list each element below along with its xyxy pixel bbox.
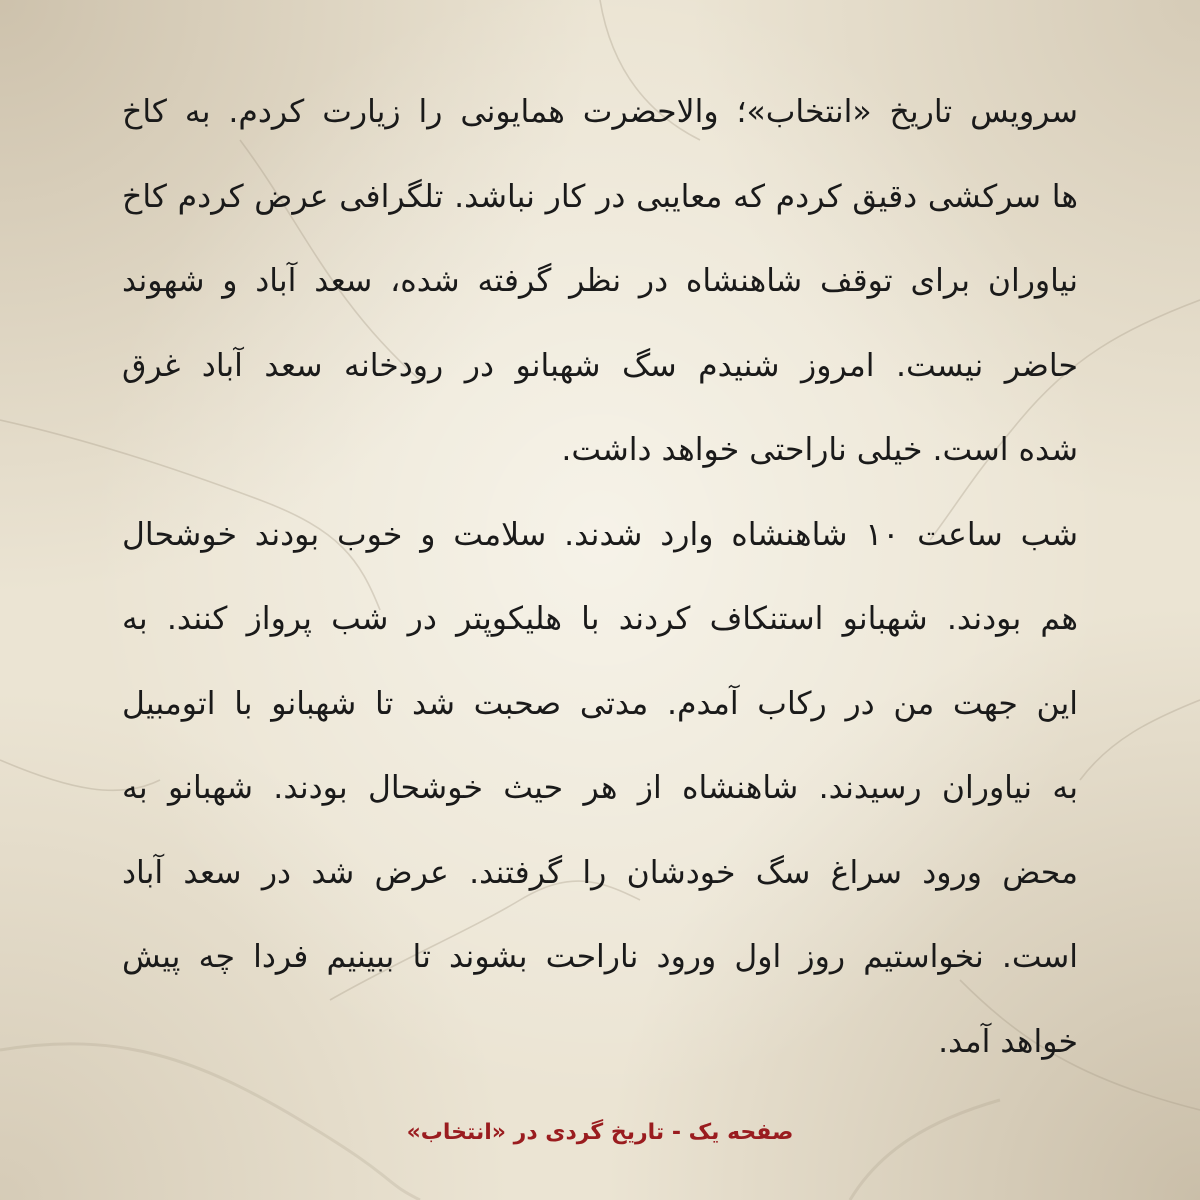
text-line: این جهت من در رکاب آمدم. مدتی صحبت شد تا شهبانو با اتومبیل	[122, 685, 1078, 722]
text-line: نیاوران برای توقف شاهنشاه در نظر گرفته شده، سعد آباد و شهوند	[122, 263, 1078, 299]
body-text	[122, 70, 1078, 1084]
text-line: ها سرکشی دقیق کردم که معایبی در کار نباشد. تلگرافی عرض کردم کاخ	[122, 178, 1078, 215]
text-line: به نیاوران رسیدند. شاهنشاه از هر حیث خوشحال بودند. شهبانو به	[122, 770, 1078, 806]
text-line: است. نخواستیم روز اول ورود ناراحت بشوند تا ببینیم فردا چه پیش	[122, 939, 1078, 975]
text-line: خواهد آمد.	[938, 1023, 1078, 1060]
text-line: شده است. خیلی ناراحتی خواهد داشت.	[561, 432, 1078, 468]
footer-caption: صفحه یک - تاریخ گردی در «انتخاب»	[406, 1120, 794, 1145]
text-line: محض ورود سراغ سگ خودشان را گرفتند. عرض شد در سعد آباد	[122, 854, 1078, 891]
paragraph-1	[122, 70, 1078, 493]
text-line: هم بودند. شهبانو استنکاف کردند با هلیکوپتر در شب پرواز کنند. به	[122, 601, 1078, 637]
text-line: شب ساعت ۱۰ شاهنشاه وارد شدند. سلامت و خوب بودند خوشحال	[122, 516, 1078, 553]
text-line: حاضر نیست. امروز شنیدم سگ شهبانو در رودخانه سعد آباد غرق	[122, 347, 1078, 384]
paragraph-2	[122, 493, 1078, 1085]
text-line: سرویس تاریخ «انتخاب»؛ والاحضرت همایونی را زیارت کردم. به کاخ	[122, 94, 1078, 130]
